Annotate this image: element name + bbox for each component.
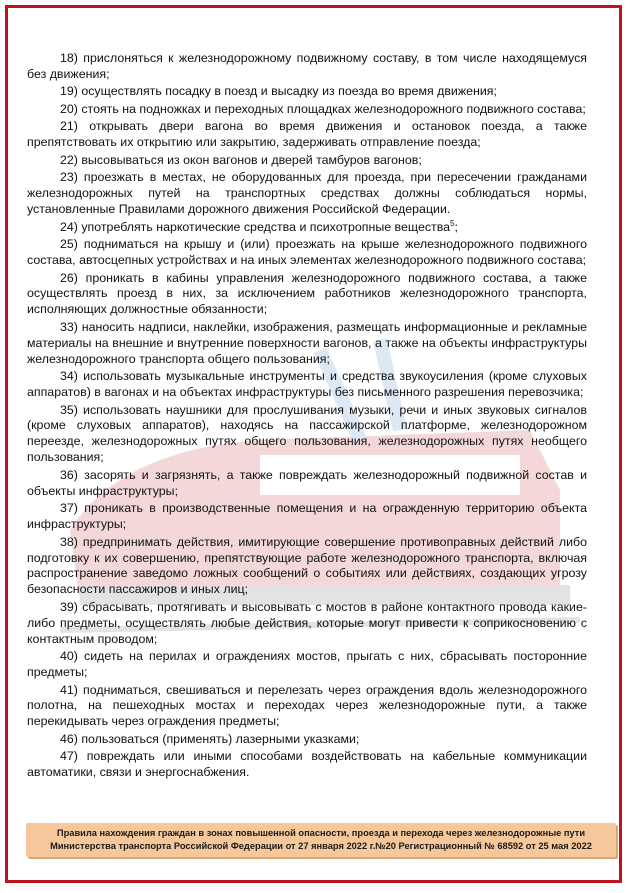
rule-item-text: 23) проезжать в местах, не оборудованных для проезда, при пересечении гражданами железнодорожных путей на транспортных средствах должны соблюдаться нормы, установленные Правилами дорожного движения Российской Федерации.: [27, 170, 587, 217]
rule-item-text: 19) осуществлять посадку в поезд и высадку из поезда во время движения;: [60, 84, 497, 99]
rule-item-text: 40) сидеть на перилах и ограждениях мостов, прыгать с них, сбрасывать посторонние предметы;: [27, 649, 587, 680]
rule-item: [27, 102, 587, 118]
rule-item: [27, 320, 587, 368]
rule-item: [27, 237, 587, 269]
rule-item: [27, 369, 587, 401]
rule-item-text: 21) открывать двери вагона во время движения и остановок поезда, а также препятствовать их открытию или закрытию, задерживать отправление поезда;: [27, 119, 587, 150]
rule-item-text: 47) повреждать или иными способами воздействовать на кабельные коммуникации автоматики, связи и энергоснабжения.: [27, 749, 587, 780]
rule-item-text: 34) использовать музыкальные инструменты и средства звукоусиления (кроме слуховых аппаратов) в вагонах и на объектах инфраструктуры без письменного разрешения перевозчика;: [27, 369, 587, 400]
rule-item-text: 35) использовать наушники для прослушивания музыки, речи и иных звуковых сигналов (кроме слуховых аппаратов), находясь на пассажирской платформе, железнодорожном переезде, железнодорожных путях общего пользования, железнодорожных путях необщего пользования;: [27, 402, 587, 465]
rule-item: [27, 683, 587, 731]
rule-item: [27, 600, 587, 648]
rule-item: [27, 51, 587, 83]
rule-item: [27, 403, 587, 467]
rule-item-tail: ;: [454, 219, 458, 234]
rule-item: [27, 732, 587, 748]
rule-item: [27, 271, 587, 319]
rule-item: [27, 119, 587, 151]
rules-list: [27, 51, 587, 783]
rule-item: [27, 170, 587, 218]
rule-item: [27, 501, 587, 533]
rule-item: [27, 153, 587, 169]
rule-item-text: 37) проникать в производственные помещения и на огражденную территорию объекта инфраструктуры;: [27, 501, 587, 532]
rule-item-text: 38) предпринимать действия, имитирующие совершение противоправных действий либо подготовку к их совершению, препятствующие работе железнодорожного транспорта, включая распространение заведомо ложных сообщений о событиях или действиях, создающих угрозу безопасности пассажиров и иных лиц;: [27, 534, 587, 597]
rule-item: [27, 84, 587, 100]
source-reference-banner: [26, 823, 616, 857]
footer-line-2: Министерства транспорта Российской Федерации от 27 января 2022 г.№20 Регистрационный № 68592 от 25 мая 2022: [50, 840, 592, 851]
rule-item: [27, 220, 587, 236]
rule-item: [27, 468, 587, 500]
rule-item-text: 22) высовываться из окон вагонов и дверей тамбуров вагонов;: [60, 152, 422, 167]
footnote-marker: 5: [450, 218, 455, 228]
rule-item-text: 41) подниматься, свешиваться и перелезать через ограждения вдоль железнодорожного полотна, на пешеходных мостах и переходах через железнодорожные пути, а также перекидывать через ограждения предметы;: [27, 682, 587, 729]
rule-item-text: 24) употреблять наркотические средства и психотропные вещества: [60, 219, 451, 234]
rule-item-text: 33) наносить надписи, наклейки, изображения, размещать информационные и рекламные материалы на внешние и внутренние поверхности вагонов, а также на объекты инфраструктуры железнодорожного транспорта общего пользования;: [27, 319, 587, 366]
rule-item-text: 20) стоять на подножках и переходных площадках железнодорожного подвижного состава;: [60, 101, 586, 116]
rule-item-text: 18) прислоняться к железнодорожному подвижному составу, в том числе находящемуся без движения;: [27, 51, 587, 81]
rule-item-text: 39) сбрасывать, протягивать и высовывать с мостов в районе контактного провода какие-либо предметы, осуществлять любые действия, которые могут привести к соприкосновению с контактным проводом;: [27, 599, 587, 646]
rule-item-text: 36) засорять и загрязнять, а также повреждать железнодорожный подвижной состав и объекты инфраструктуры;: [27, 467, 587, 498]
rule-item: [27, 535, 587, 599]
footer-line-1: Правила нахождения граждан в зонах повышенной опасности, проезда и перехода через железнодорожные пути: [56, 828, 586, 838]
rule-item: [27, 749, 587, 781]
rule-item: [27, 649, 587, 681]
rule-item-text: 26) проникать в кабины управления железнодорожного подвижного состава, а также осуществлять проезд в них, за исключением работников железнодорожного транспорта, исполняющих должностные обязанности;: [27, 270, 587, 317]
rule-item-text: 46) пользоваться (применять) лазерными указками;: [60, 731, 360, 746]
rule-item-text: 25) подниматься на крышу и (или) проезжать на крыше железнодорожного подвижного состава, автосцепных устройствах и на иных элементах железнодорожного подвижного состава;: [27, 237, 587, 268]
